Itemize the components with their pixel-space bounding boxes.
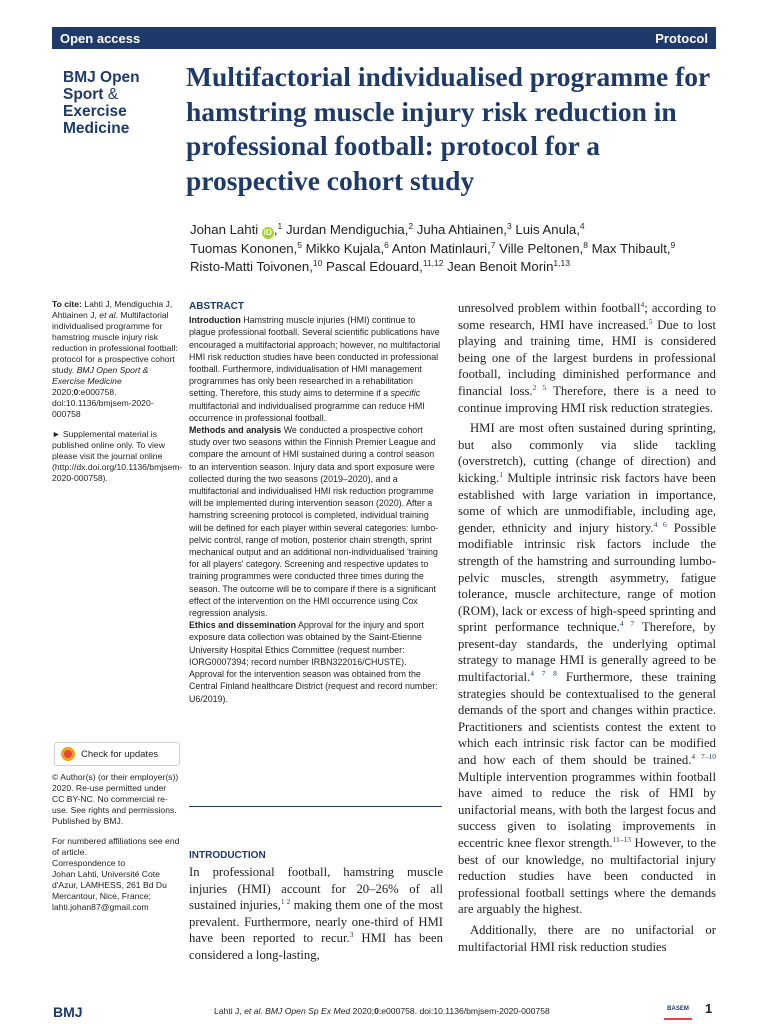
footer-citation: Lahti J, et al. BMJ Open Sp Ex Med 2020;0:e000758. doi:10.1136/bmjsem-2020-000758 — [214, 1006, 550, 1016]
header-bar — [52, 27, 716, 49]
copyright-note: © Author(s) (or their employer(s)) 2020. Re-use permitted under CC BY-NC. No commercial re-use. See rights and permissions. Published by BMJ. — [52, 772, 179, 826]
introduction-heading: INTRODUCTION — [189, 850, 266, 861]
abstract-divider — [189, 806, 442, 807]
correspondence-text: Johan Lahti, Université Cote d'Azur, LAMHESS, 261 Bd Du Mercantour, Nice, France; lahti.johan87@gmail.com — [52, 869, 167, 912]
supplemental-note[interactable]: ► Supplemental material is published online only. To view please visit the journal online (http://dx.doi.org/10.1136/bmjsem-2020-000758). — [52, 429, 183, 483]
journal-line-3: Exercise — [63, 103, 127, 120]
check-updates-label: Check for updates — [81, 748, 159, 760]
orcid-icon[interactable]: iD — [263, 228, 272, 237]
sidebar-lower — [52, 772, 180, 913]
paragraph: Additionally, there are no unifactorial or multifactorial HMI risk reduction studies — [458, 922, 716, 954]
journal-logo — [63, 69, 173, 137]
body-column-2 — [458, 300, 716, 955]
sidebar — [52, 299, 183, 493]
paragraph: HMI are most often sustained during sprinting, but also commonly via slide tackling (overstretch), cutting (change of direction) and kicking.$^1$ Multiple intrinsic risk factors have been established with large variation in importance, some of which are unmodifiable, including age, gender, ethnicity and injury history.$^{4 6}$ Possible modifiable intrinsic risk factors include the strength of the hamstring and surrounding lumbo-pelvic muscles, strength asymmetry, fatigue tolerance, muscle architecture, range of motion (ROM), lack or excess of high-speed sprinting and sprint performance technique.$^{4 7}$ Therefore, by present-day standards, the underlying optimal strategy to manage HMI is generally agreed to be multifactorial.$^{4 7 8}$ Furthermore, these training strategies should be contextualised to the general demands of the sport and changes within practice. Practitioners and scientists contest the extent to which each intrinsic risk factor can be modified and how each of them should be trained.$^{4 7-10}$ Multiple intervention programmes within football have aimed to reduce the risk of HMI by unifactorial means, with both the largest focus and success given to isolating improvements in eccentric knee flexor strength.$^{11-13}$ However, to the best of our knowledge, no multifactorial injury reduction studies have been conducted in professional football settings where the demands are arguably the highest. — [458, 421, 717, 917]
author-list: Johan Lahti iD ,$^1$ Jurdan Mendiguchia,$^2$ Juha Ahtiainen,$^3$ Luis Anula,$^4$ Tuomas Kononen,$^5$ Mikko Kujala,$^6$ Anton Matinlauri,$^7$ Ville Peltonen,$^8$ Max Thibault,$^9$ Risto-Matti Toivonen,$^{10}$ Pascal Edouard,$^{11,12}$ Jean Benoit Morin$^{1,13}$ — [190, 221, 676, 274]
abstract-introduction: Introduction Hamstring muscle injuries (HMI) continue to plague professional football. Several scientific publications have encouraged a multifactorial approach; however, no multifactorial HMI risk reduction studies have been conducted in professional football. Furthermore, individualisation of HMI management programmes has only been researched in a rehabilitation setting. Therefore, this study aims to determine if a specific multifactorial and individualised programme can reduce HMI occurrence in professional football. — [189, 315, 441, 423]
article-title: Multifactorial individualised programme for hamstring muscle injury risk reduction in professional football: protocol for a prospective cohort study — [186, 61, 710, 196]
journal-line-4: Medicine — [63, 120, 130, 137]
paragraph: unresolved problem within football$^4$; according to some research, HMI have increased.$^5$ Due to lost playing and training time, HMI is considered being one of the largest burdens in professional football, including diminished performance and financial loss.$^{2 5}$ Therefore, there is a need to continue improving HMI risk reduction strategies. — [458, 300, 717, 415]
abstract-methods: Methods and analysis We conducted a prospective cohort study over two seasons within the Finnish Premier League and compare the amount of HMI sustained during a control season to an intervention season. Injury data and sport exposure were collected during the two seasons (2019–2020), and a multifactorial and individualised HMI risk reduction programme will be implemented during intervention season (2020). After a hamstring screening protocol is completed, individual training will be defined for each player within several categories: lumbo-pelvic control, range of motion, posterior chain strength, sprint mechanical output and an additional non-individualised 'training for all players' category. Screening and respective updates to training programmes were conducted three times during the season. The outcome will be to compare if there is a significant effect of the intervention on the HMI occurrence using Cox regression analysis. — [189, 425, 439, 619]
abstract — [189, 301, 442, 705]
page-footer — [0, 990, 768, 1024]
abstract-ethics: Ethics and dissemination Approval for the injury and sport exposure data collection was obtained by the Saint-Etienne University Hospital Ethics Committee (request number: IORG0007394; record number IRBN322016/CHUSTE). Approval for the intervention season was obtained from the Central Finland healthcare District (request and record number: U6/2019). — [189, 620, 438, 704]
page-number: 1 — [705, 1001, 713, 1016]
affiliations-note: For numbered affiliations see end of article. — [52, 836, 180, 857]
journal-line-1: BMJ Open — [63, 69, 140, 86]
correspondence-heading: Correspondence to — [52, 858, 126, 868]
abstract-heading: ABSTRACT — [189, 301, 244, 312]
bmj-logo: BMJ — [53, 1004, 83, 1020]
article-type-label: Protocol — [655, 30, 708, 46]
open-access-label: Open access — [60, 30, 141, 46]
basem-logo: BASEM — [664, 1006, 692, 1020]
journal-line-2: Sport & — [63, 86, 119, 103]
check-updates-icon — [61, 747, 75, 761]
check-for-updates-button[interactable] — [54, 742, 180, 766]
introduction-body: In professional football, hamstring muscle injuries (HMI) account for 20–26% of all sustained injuries,$^{1 2}$ making them one of the most prevalent. Furthermore, nearly one-third of HMI have been reported to recur.$^3$ HMI has been considered a long-lasting, — [189, 865, 443, 962]
cite-block: To cite: Lahti J, Mendiguchia J, Ahtiainen J, et al. Multifactorial individualised programme for hamstring muscle injury risk reduction in professional football: protocol for a prospective cohort study. BMJ Open Sport & Exercise Medicine 2020;0:e000758. doi:10.1136/bmjsem-2020-000758 — [52, 299, 178, 419]
